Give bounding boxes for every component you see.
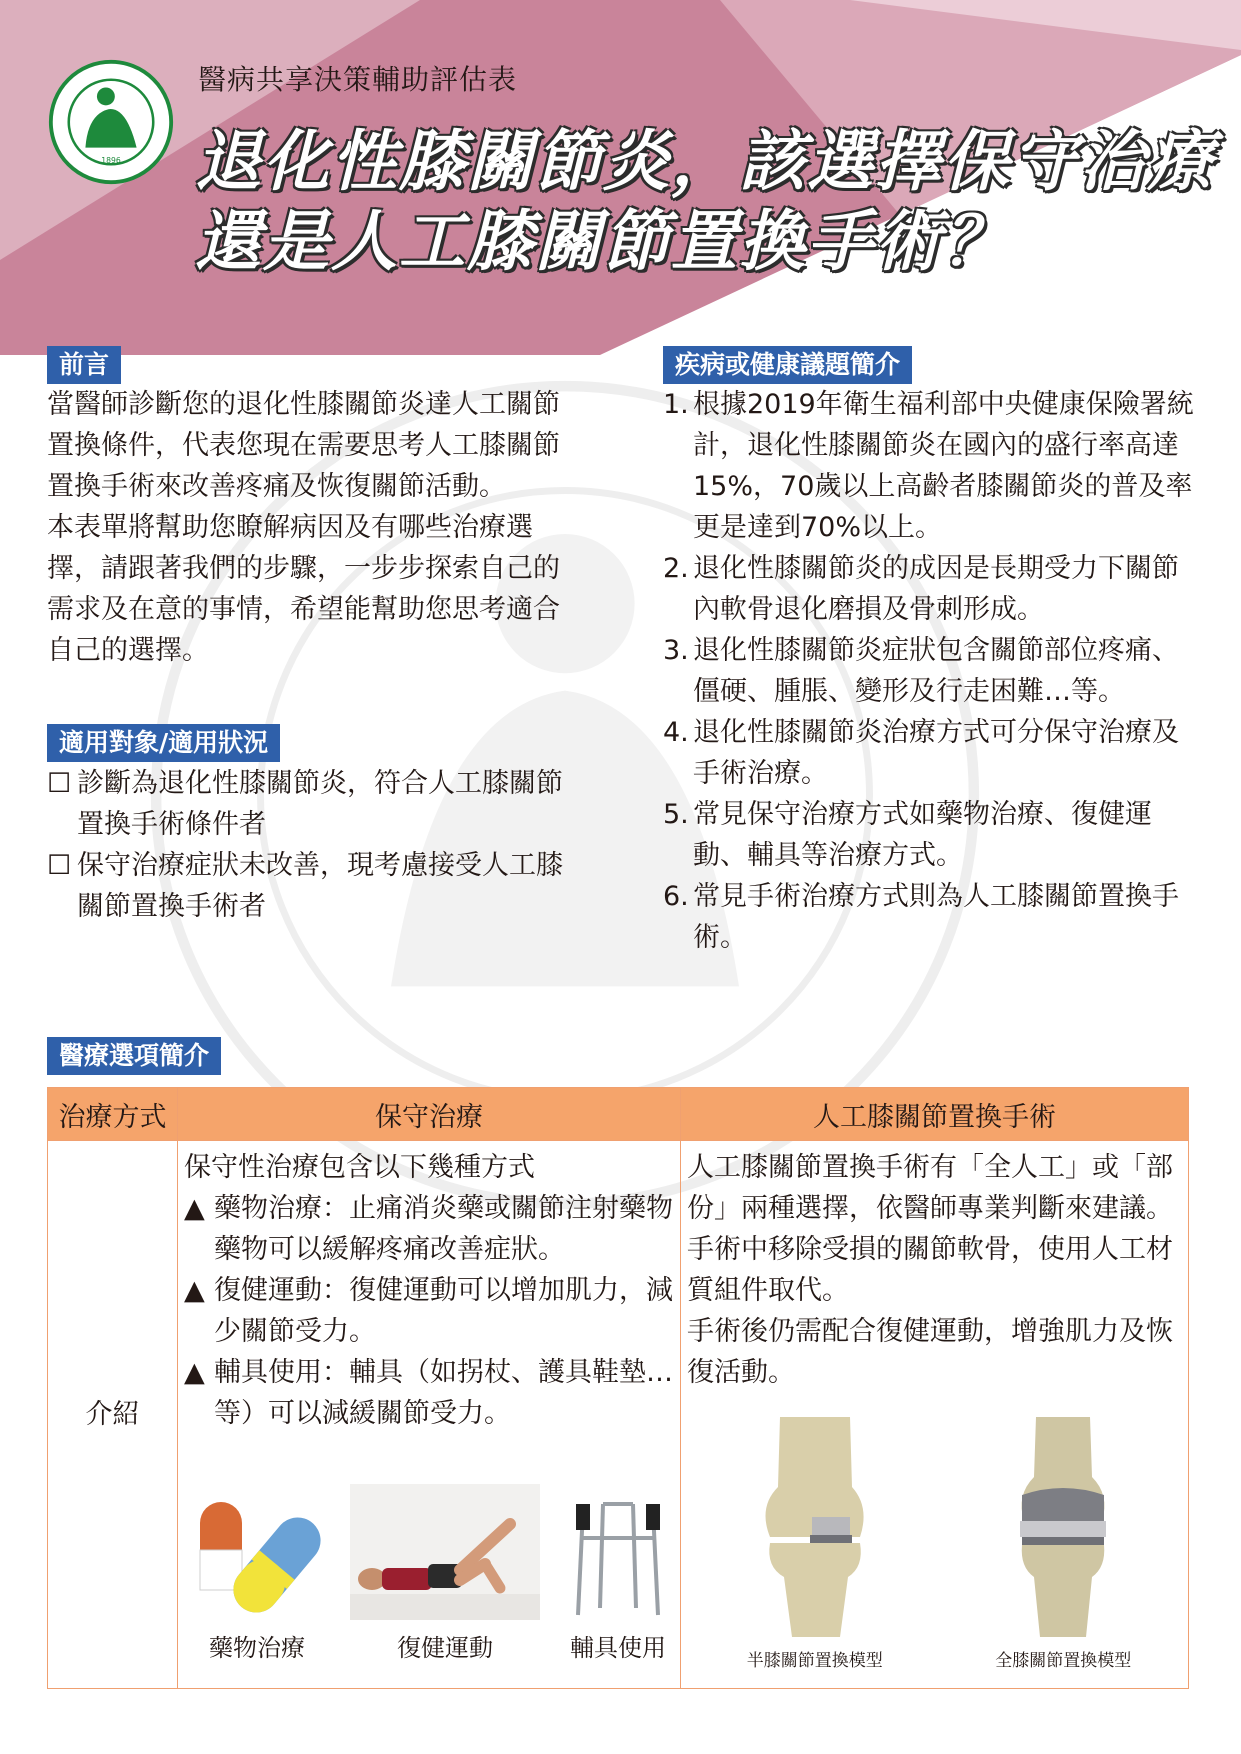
health-item bbox=[663, 712, 1198, 794]
health-label: 疾病或健康議題簡介 bbox=[663, 346, 912, 384]
image-caption: 輔具使用 bbox=[570, 1634, 666, 1662]
conservative-item-text: 輔具使用：輔具（如拐杖、護具鞋墊…等）可以減緩關節受力。 bbox=[214, 1357, 673, 1429]
triangle-icon: ▲ bbox=[184, 1275, 205, 1306]
item-text: 常見手術治療方式則為人工膝關節置換手術。 bbox=[693, 881, 1179, 953]
conservative-item bbox=[184, 1352, 676, 1434]
options-label: 醫療選項簡介 bbox=[47, 1037, 221, 1075]
preface-paragraph-2: 本表單將幫助您瞭解病因及有哪些治療選擇，請跟著我們的步驟，一步步探索自己的需求及在意的事情，希望能幫助您思考適合自己的選擇。 bbox=[47, 512, 560, 666]
health-item bbox=[663, 876, 1198, 958]
applicable-item[interactable] bbox=[47, 763, 587, 845]
applicable-item-text: 保守治療症狀未改善，現考慮接受人工膝關節置換手術者 bbox=[77, 850, 563, 922]
applicable-item[interactable] bbox=[47, 845, 587, 927]
preface-paragraph-1: 當醫師診斷您的退化性膝關節炎達人工關節置換條件，代表您現在需要思考人工膝關節置換手術來改善疼痛及恢復關節活動。 bbox=[47, 389, 560, 502]
surgery-cell bbox=[681, 1141, 1189, 1689]
health-item bbox=[663, 384, 1198, 548]
conservative-item bbox=[184, 1188, 676, 1270]
preface-label: 前言 bbox=[47, 346, 121, 384]
conservative-item-text: 藥物治療：止痛消炎藥或關節注射藥物藥物可以緩解疼痛改善症狀。 bbox=[214, 1193, 673, 1265]
row-label: 介紹 bbox=[48, 1141, 178, 1689]
item-text: 根據2019年衛生福利部中央健康保險署統計，退化性膝關節炎在國內的盛行率高達15%，70歲以上高齡者膝關節炎的普及率更是達到70%以上。 bbox=[693, 389, 1194, 543]
applicable-section bbox=[47, 763, 587, 927]
page-title-line2: 還是人工膝關節置換手術？ bbox=[195, 203, 1011, 280]
rehab-figure bbox=[350, 1484, 540, 1669]
exercise-icon bbox=[350, 1484, 540, 1620]
checkbox-icon[interactable]: ☐ bbox=[47, 850, 72, 881]
walker-icon bbox=[568, 1490, 668, 1620]
surgery-paragraph: 手術後仍需配合復健運動，增強肌力及恢復活動。 bbox=[687, 1316, 1173, 1388]
health-item bbox=[663, 548, 1198, 630]
item-text: 常見保守治療方式如藥物治療、復健運動、輔具等治療方式。 bbox=[693, 799, 1152, 871]
checkbox-icon[interactable]: ☐ bbox=[47, 768, 72, 799]
conservative-item bbox=[184, 1270, 676, 1352]
image-caption: 藥物治療 bbox=[209, 1634, 305, 1662]
image-caption: 復健運動 bbox=[397, 1634, 493, 1662]
health-section bbox=[663, 384, 1198, 958]
pill-icon bbox=[192, 1490, 322, 1620]
table-header: 治療方式 bbox=[48, 1088, 178, 1141]
item-number: 3. bbox=[663, 635, 689, 666]
applicable-item-text: 診斷為退化性膝關節炎，符合人工膝關節置換手術條件者 bbox=[77, 768, 563, 840]
item-text: 退化性膝關節炎的成因是長期受力下關節內軟骨退化磨損及骨刺形成。 bbox=[693, 553, 1179, 625]
applicable-label: 適用對象/適用狀況 bbox=[47, 724, 280, 762]
item-text: 退化性膝關節炎治療方式可分保守治療及手術治療。 bbox=[693, 717, 1179, 789]
form-subtitle: 醫病共享決策輔助評估表 bbox=[198, 63, 518, 96]
total-knee-figure bbox=[995, 1417, 1131, 1682]
conservative-intro: 保守性治療包含以下幾種方式 bbox=[184, 1152, 535, 1183]
health-item bbox=[663, 794, 1198, 876]
image-caption: 半膝關節置換模型 bbox=[746, 1651, 883, 1671]
triangle-icon: ▲ bbox=[184, 1193, 205, 1224]
svg-text:1896: 1896 bbox=[101, 155, 121, 165]
item-number: 6. bbox=[663, 881, 689, 912]
aid-figure bbox=[568, 1490, 668, 1669]
item-number: 2. bbox=[663, 553, 689, 584]
hospital-logo bbox=[47, 58, 175, 186]
image-caption: 全膝關節置換模型 bbox=[995, 1651, 1132, 1671]
preface-section bbox=[47, 384, 582, 671]
item-number: 1. bbox=[663, 389, 689, 420]
item-text: 退化性膝關節炎症狀包含關節部位疼痛、僵硬、腫脹、變形及行走困難…等。 bbox=[693, 635, 1179, 707]
page-title-line1: 退化性膝關節炎，該選擇保守治療 bbox=[195, 123, 1215, 200]
total-knee-icon bbox=[998, 1417, 1128, 1637]
partial-knee-figure bbox=[740, 1417, 890, 1682]
medication-figure bbox=[192, 1490, 322, 1669]
conservative-item-text: 復健運動：復健運動可以增加肌力，減少關節受力。 bbox=[214, 1275, 673, 1347]
table-header: 人工膝關節置換手術 bbox=[681, 1088, 1189, 1141]
health-item bbox=[663, 630, 1198, 712]
item-number: 4. bbox=[663, 717, 689, 748]
knee-models bbox=[687, 1417, 1184, 1682]
item-number: 5. bbox=[663, 799, 689, 830]
conservative-cell bbox=[178, 1141, 681, 1689]
triangle-icon: ▲ bbox=[184, 1357, 205, 1388]
conservative-images bbox=[184, 1484, 676, 1669]
table-header: 保守治療 bbox=[178, 1088, 681, 1141]
options-table bbox=[47, 1087, 1189, 1689]
partial-knee-icon bbox=[740, 1417, 890, 1637]
surgery-paragraph: 人工膝關節置換手術有「全人工」或「部份」兩種選擇，依醫師專業判斷來建議。手術中移除受損的關節軟骨，使用人工材質組件取代。 bbox=[687, 1152, 1173, 1306]
